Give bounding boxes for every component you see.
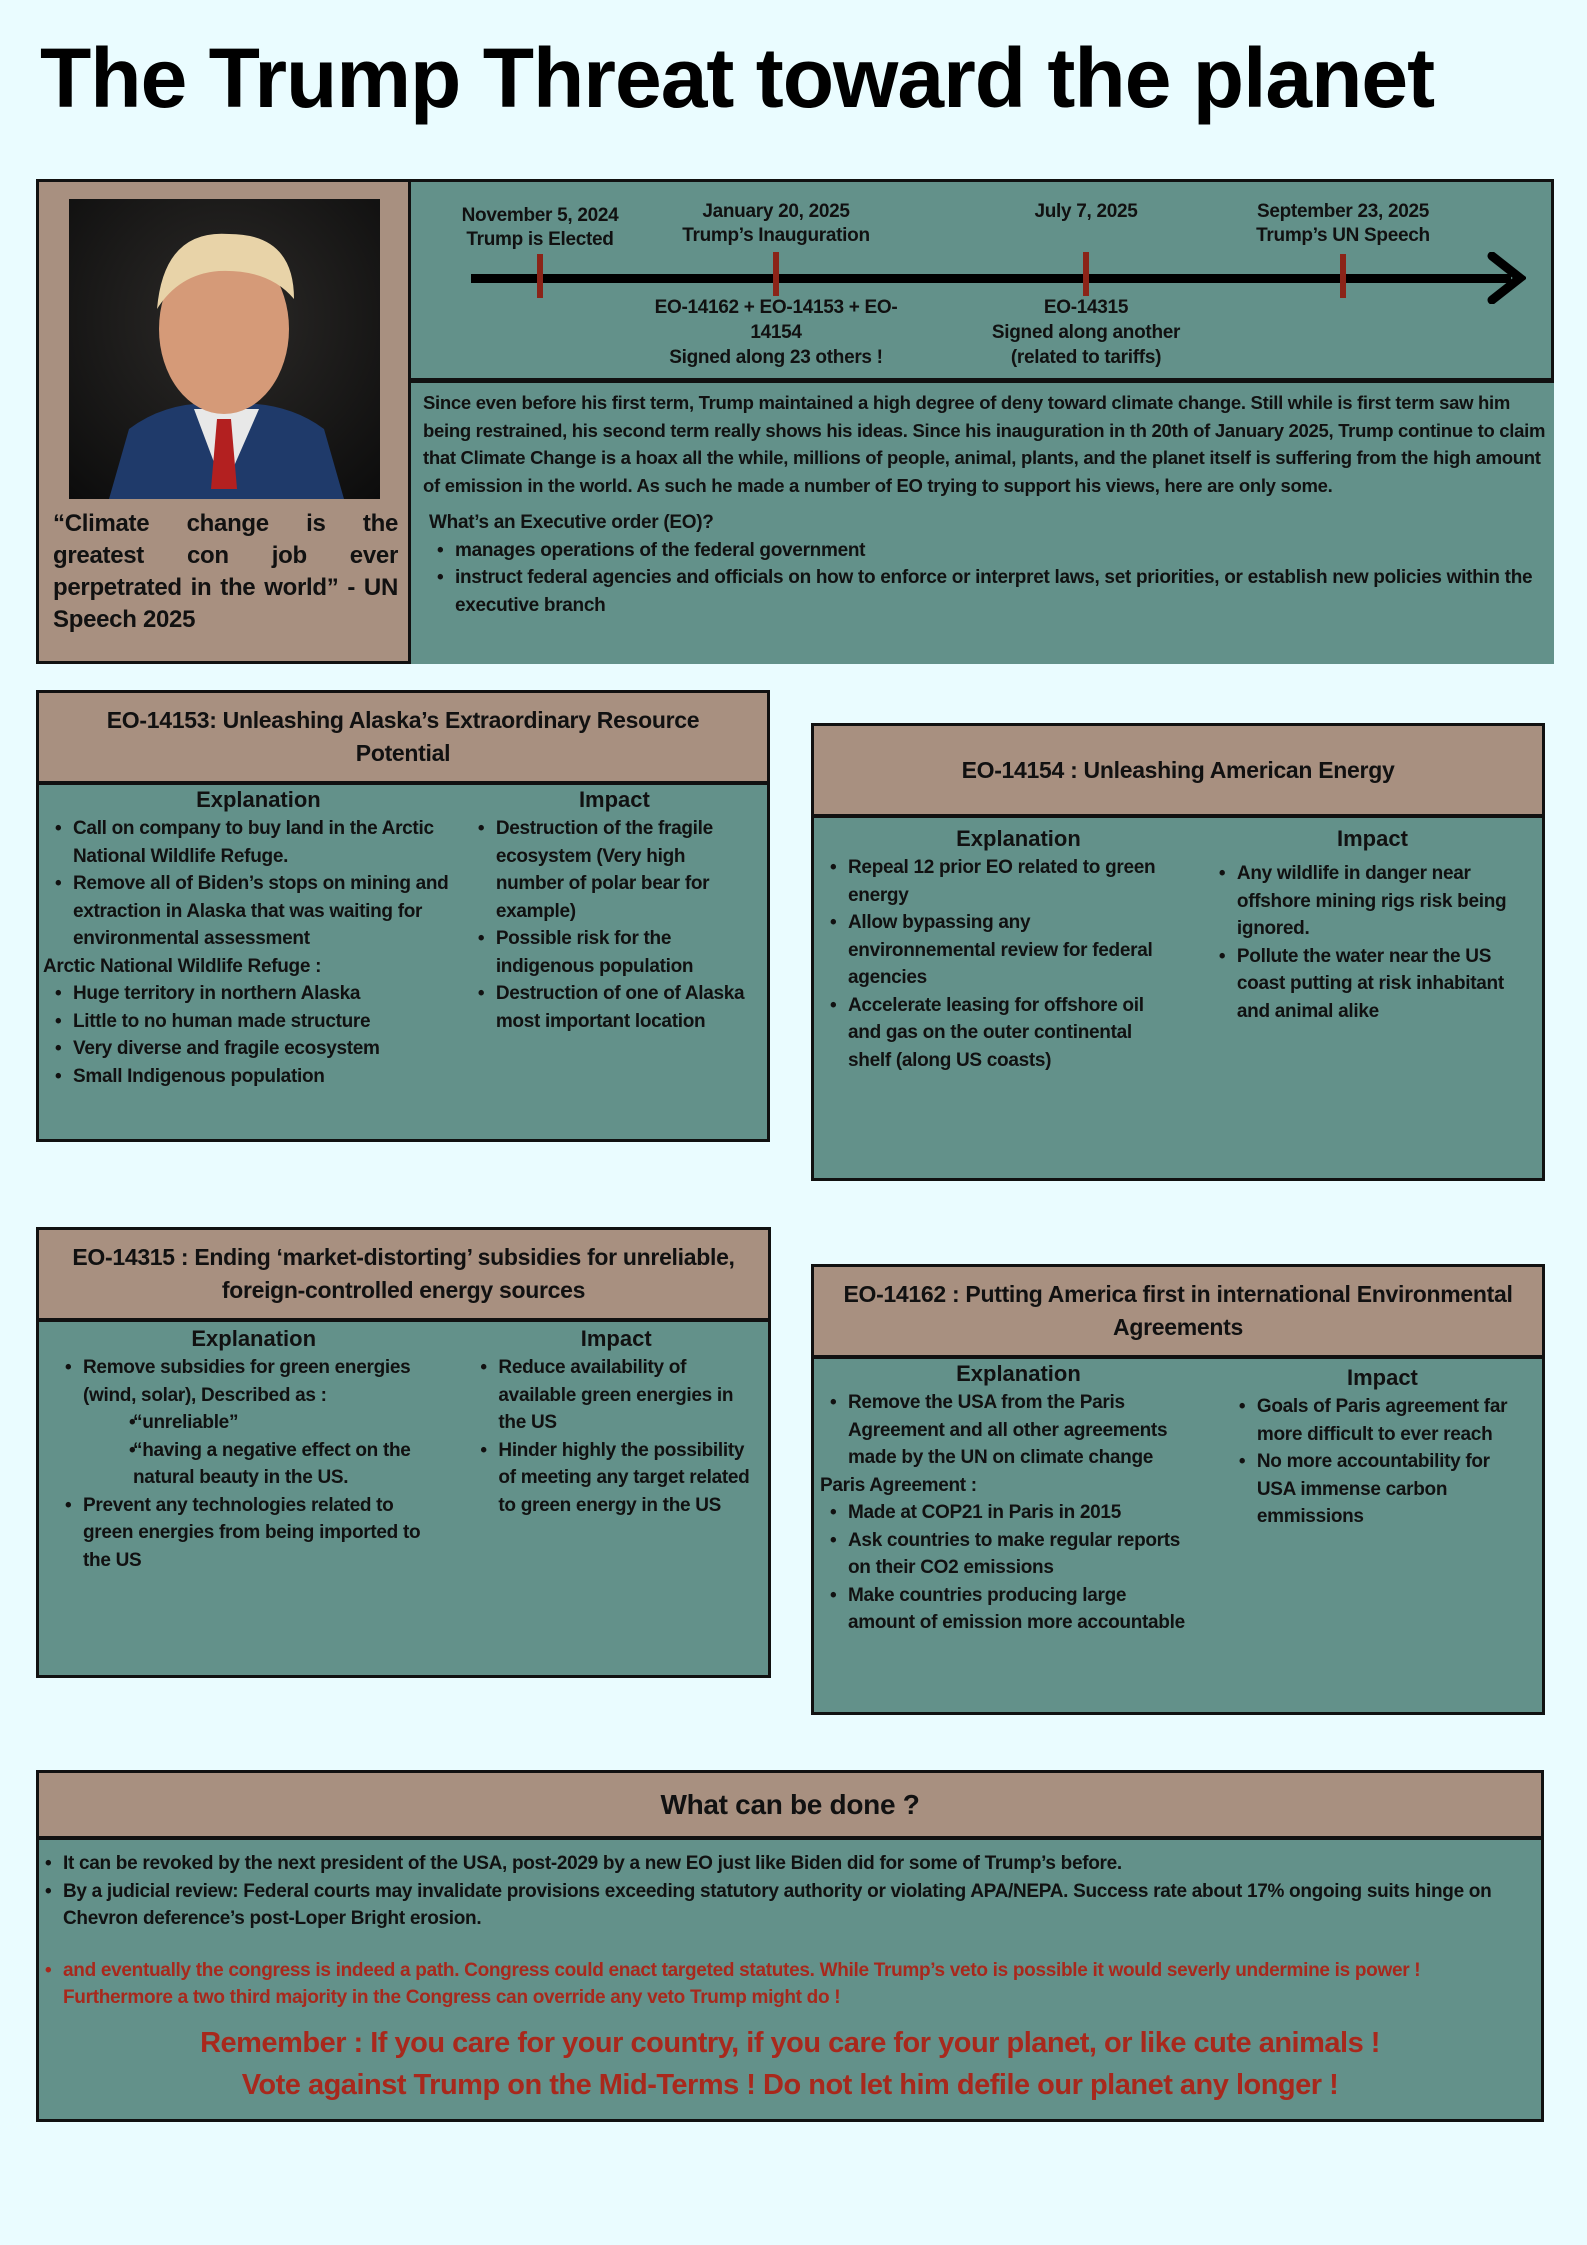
list-item: • “unreliable” (59, 1409, 438, 1437)
list-item: • Call on company to buy land in the Arctic National Wildlife Refuge. (49, 815, 468, 870)
list-item: • instruct federal agencies and officials on how to enforce or interpret laws, set priorities, or establish new policies within the executive branch (431, 564, 1550, 619)
list-item: • Made at COP21 in Paris in 2015 (824, 1499, 1193, 1527)
refuge-label: Arctic National Wildlife Refuge : (43, 955, 322, 977)
quote: “Climate change is the greatest con job ever perpetrated in the world” - UN Speech 2025 (53, 510, 398, 633)
intro-text (408, 383, 1554, 664)
intro-paragraph: Since even before his first term, Trump maintained a high degree of deny toward climate change. Still while is first term saw him being restrained, his second term really shows his ideas. Since his inauguration in th 20th of January 2025, Trump continue to claim that Climate Change is a hoax all the while, millions of people, animal, plants, and the planet itself is suffering from the high amount of emission in the world. As such he made a number of EO trying to support his views, here are only some. (423, 392, 1546, 496)
page-title: The Trump Threat toward the planet (40, 31, 1435, 125)
card-title: What can be done ? (39, 1773, 1541, 1840)
list-item: • Destruction of the fragile ecosystem (Very high number of polar bear for example) (472, 815, 757, 925)
timeline-date: July 7, 2025 (1034, 201, 1138, 222)
list-item: • Reduce availability of available green energies in the US (474, 1354, 758, 1437)
eo-question: What’s an Executive order (EO)? (429, 512, 714, 533)
portrait-icon (69, 199, 380, 499)
list-item: • Remove all of Biden’s stops on mining and extraction in Alaska that was waiting for environmental assessment (49, 870, 468, 953)
impact-heading: Impact (578, 787, 650, 812)
list-item: • Allow bypassing any environnemental review for federal agencies (824, 909, 1173, 992)
list-item: • Small Indigenous population (49, 1063, 468, 1091)
call-to-action (39, 2022, 1541, 2106)
card-title: EO-14154 : Unleashing American Energy (814, 726, 1542, 818)
eo-14154-card (811, 723, 1545, 1181)
timeline-date: September 23, 2025 Trump’s UN Speech (1256, 201, 1430, 246)
list-item: • Hinder highly the possibility of meeting any target related to green energy in the US (474, 1437, 758, 1520)
list-item: • No more accountability for USA immense carbon emmissions (1233, 1448, 1512, 1531)
intro-panel (36, 179, 1551, 664)
explanation-heading: Explanation (956, 826, 1081, 851)
list-item: • manages operations of the federal government (431, 537, 1550, 565)
list-item: • Remove the USA from the Paris Agreement and all other agreements made by the UN on climate change (824, 1389, 1193, 1472)
explanation-heading: Explanation (196, 787, 321, 812)
list-item: • Ask countries to make regular reports on their CO2 emissions (824, 1527, 1193, 1582)
card-title: EO-14153: Unleashing Alaska’s Extraordinary Resource Potential (39, 693, 767, 785)
list-item: • Make countries producing large amount of emission more accountable (824, 1582, 1193, 1637)
remember-line: Remember : If you care for your country, if you care for your planet, or like cute animals ! (200, 2026, 1380, 2059)
timeline-panel (408, 179, 1554, 383)
impact-heading: Impact (580, 1326, 652, 1351)
list-item: • Repeal 12 prior EO related to green energy (824, 854, 1173, 909)
timeline-tick (1340, 254, 1346, 298)
eo-14153-card (36, 690, 770, 1142)
list-item: • Goals of Paris agreement far more difficult to ever reach (1233, 1393, 1512, 1448)
timeline-tick (773, 252, 779, 296)
timeline-date: January 20, 2025 Trump’s Inauguration (682, 201, 870, 246)
list-item: • Possible risk for the indigenous population (472, 925, 757, 980)
list-item: • Very diverse and fragile ecosystem (49, 1035, 468, 1063)
eo-14162-card (811, 1264, 1545, 1715)
timeline-line (471, 274, 1511, 283)
impact-heading: Impact (1346, 1365, 1418, 1390)
list-item: • Any wildlife in danger near offshore mining rigs risk being ignored. (1213, 860, 1512, 943)
eo-14315-card (36, 1227, 771, 1678)
list-item: • By a judicial review: Federal courts may invalidate provisions exceeding statutory authority or violating APA/NEPA. Success rate about 17% ongoing suits hinge on Chevron deference’s post-Loper Bright erosion. (39, 1878, 1521, 1933)
list-item: • Destruction of one of Alaska most important location (472, 980, 757, 1035)
timeline-tick (1083, 252, 1089, 296)
what-can-be-done-card (36, 1770, 1544, 2122)
list-item: • Accelerate leasing for offshore oil and gas on the outer continental shelf (along US coasts) (824, 992, 1173, 1075)
explanation-heading: Explanation (956, 1361, 1081, 1386)
timeline-note: EO-14315 Signed along another (related to tariffs) (991, 297, 1181, 368)
card-title: EO-14162 : Putting America first in international Environmental Agreements (814, 1267, 1542, 1359)
list-item: • “having a negative effect on the natural beauty in the US. (59, 1437, 438, 1492)
list-item: • Prevent any technologies related to green energies from being imported to the US (59, 1492, 438, 1575)
list-item: • Pollute the water near the US coast putting at risk inhabitant and animal alike (1213, 943, 1512, 1026)
list-item: • It can be revoked by the next president of the USA, post-2029 by a new EO just like Biden did for some of Trump’s before. (39, 1850, 1521, 1878)
explanation-heading: Explanation (191, 1326, 317, 1351)
list-item: • Huge territory in northern Alaska (49, 980, 468, 1008)
card-title: EO-14315 : Ending ‘market-distorting’ subsidies for unreliable, foreign-controlled energy sources (39, 1230, 768, 1322)
timeline-note: EO-14162 + EO-14153 + EO-14154 Signed along 23 others ! (654, 297, 898, 368)
timeline-tick (537, 254, 543, 298)
vote-line: Vote against Trump on the Mid-Terms ! Do not let him defile our planet any longer ! (241, 2068, 1339, 2101)
impact-heading: Impact (1336, 826, 1408, 851)
list-item: • and eventually the congress is indeed a path. Congress could enact targeted statutes. While Trump’s veto is possible it would severly undermine is power ! Furthermore a two third majority in the Congress can override any veto Trump might do ! (39, 1957, 1521, 2012)
list-item: • Little to no human made structure (49, 1008, 468, 1036)
arrow-right-icon (1486, 252, 1526, 304)
eo-definition-list (423, 537, 1550, 620)
paris-label: Paris Agreement : (820, 1474, 977, 1496)
list-item: • Remove subsidies for green energies (wind, solar), Described as : (59, 1354, 438, 1409)
timeline-date: November 5, 2024 Trump is Elected (461, 205, 619, 250)
portrait-photo (69, 199, 380, 499)
